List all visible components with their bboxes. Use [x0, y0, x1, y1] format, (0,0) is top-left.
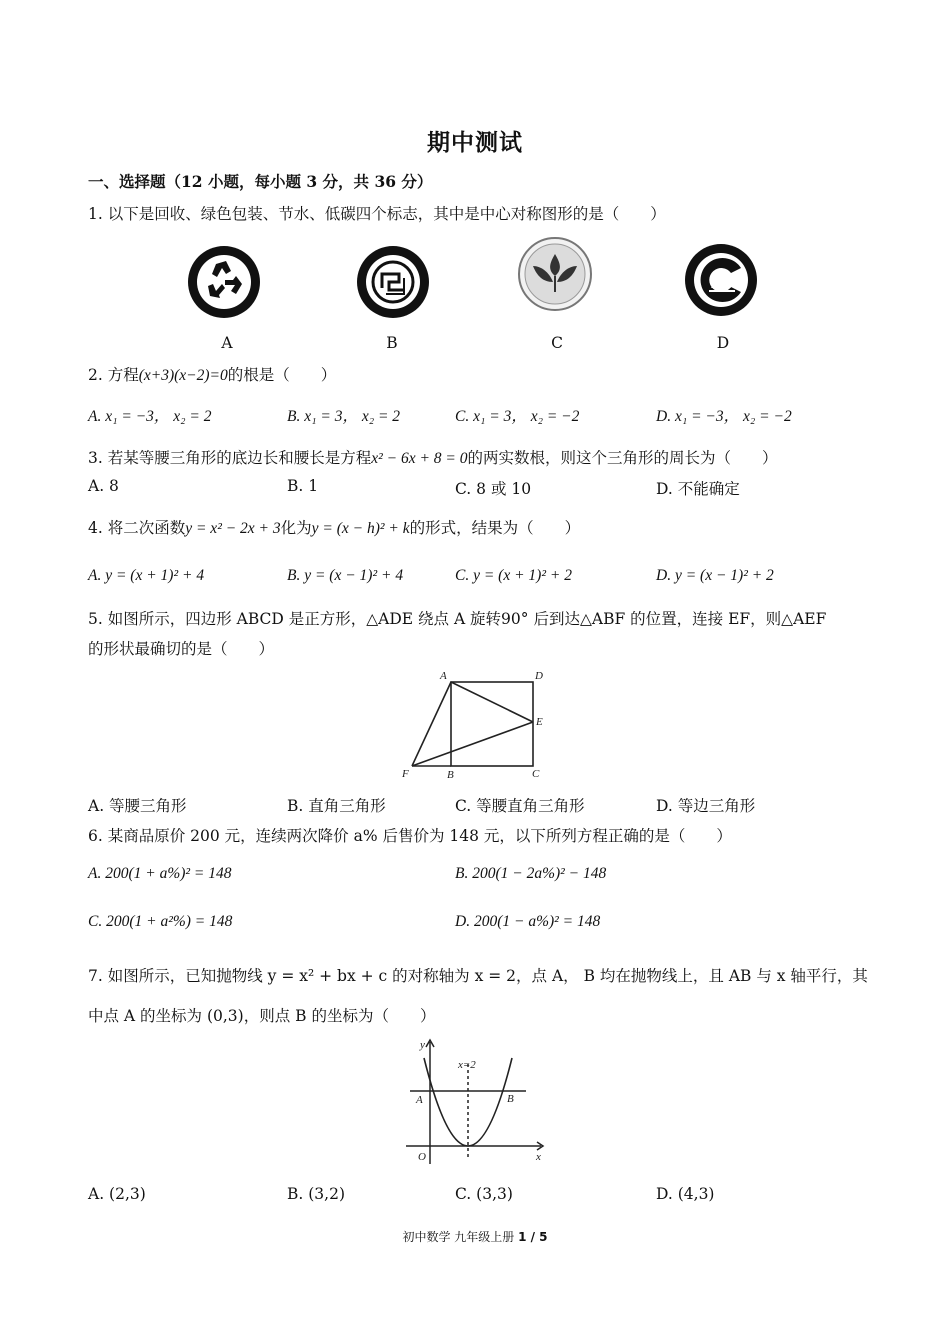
question-1-stem: 1. 以下是回收、绿色包装、节水、低碳四个标志，其中是中心对称图形的是（ ） — [88, 205, 666, 223]
question-3-equation: x² − 6x + 8 = 0 — [371, 450, 468, 467]
question-7-stem-line1: 7. 如图所示，已知抛物线 y = x² + bx + c 的对称轴为 x = 2，点 A， B 均在抛物线上，且 AB 与 x 轴平行，其 — [88, 967, 868, 985]
section-heading: 一、选择题（12 小题，每小题 3 分，共 36 分） — [88, 172, 433, 191]
question-4-stem — [88, 516, 580, 538]
question-3-option-c: C. 8 或 10 — [455, 480, 532, 498]
label-e: E — [536, 716, 543, 728]
question-3-option-a: A. 8 — [88, 477, 119, 495]
question-5-stem-line2: 的形状最确切的是（ ） — [88, 640, 275, 658]
question-4-option-a: A. y = (x + 1)² + 4 — [88, 567, 205, 584]
question-4-text-pre: 4. 将二次函数 — [88, 519, 186, 537]
recycle-logo-icon — [186, 244, 262, 320]
question-2-option-d: D. x₁ = −3， x₂ = −2 — [656, 408, 792, 425]
option-label-a: A — [221, 334, 233, 352]
page-number: 1 / 5 — [518, 1230, 548, 1244]
label-y: y — [420, 1039, 425, 1051]
green-package-logo-icon — [355, 244, 431, 320]
question-4-option-b: B. y = (x − 1)² + 4 — [287, 567, 404, 584]
question-2-text-pre: 2. 方程 — [88, 366, 139, 384]
question-6-option-a: A. 200(1 + a%)² = 148 — [88, 865, 232, 882]
label-a: A — [416, 1094, 423, 1106]
question-5-option-b: B. 直角三角形 — [287, 797, 386, 815]
question-4-option-c: C. y = (x + 1)² + 2 — [455, 567, 572, 584]
question-5-option-c: C. 等腰直角三角形 — [455, 797, 585, 815]
label-b: B — [507, 1093, 514, 1105]
question-6-option-b: B. 200(1 − 2a%)² − 148 — [455, 865, 607, 882]
question-3-text-post: 的两实数根，则这个三角形的周长为（ ） — [467, 449, 778, 467]
question-3-text-pre: 3. 若某等腰三角形的底边长和腰长是方程 — [88, 449, 372, 467]
question-2-text-post: 的根是（ ） — [227, 366, 337, 384]
question-7-stem-line2: 中点 A 的坐标为 (0,3)，则点 B 的坐标为（ ） — [88, 1007, 436, 1025]
page-footer — [0, 1228, 950, 1245]
label-c: C — [532, 768, 540, 780]
label-a: A — [440, 670, 447, 682]
question-2-equation: (x+3)(x−2)=0 — [138, 367, 228, 384]
question-3-option-d: D. 不能确定 — [656, 480, 740, 498]
label-d: D — [535, 670, 543, 682]
parabola-figure — [398, 1036, 550, 1170]
segment-ae — [451, 682, 533, 722]
question-2-option-a: A. x₁ = −3， x₂ = 2 — [88, 408, 212, 425]
option-label-d: D — [716, 334, 730, 352]
option-label-b: B — [386, 334, 398, 352]
water-saving-logo-icon — [517, 236, 593, 312]
question-2-option-b: B. x₁ = 3， x₂ = 2 — [287, 408, 401, 425]
question-2-stem — [88, 363, 336, 385]
page-title: 期中测试 — [427, 129, 523, 156]
question-4-text-post: 的形式，结果为（ ） — [409, 519, 581, 537]
label-f: F — [402, 768, 409, 780]
question-4-text-mid: 化为 — [280, 519, 312, 537]
question-7-option-b: B. (3,2) — [287, 1185, 345, 1203]
question-6-option-d: D. 200(1 − a%)² = 148 — [455, 913, 601, 930]
question-7-option-a: A. (2,3) — [88, 1185, 146, 1203]
question-5-option-a: A. 等腰三角形 — [88, 797, 187, 815]
label-o: O — [418, 1151, 426, 1163]
question-5-option-d: D. 等边三角形 — [656, 797, 756, 815]
footer-course: 初中数学 九年级上册 — [402, 1230, 519, 1244]
question-6-stem: 6. 某商品原价 200 元，连续两次降价 a% 后售价为 148 元，以下所列方程正确的是（ ） — [88, 827, 732, 845]
square-abcd — [451, 682, 533, 766]
option-label-c: C — [551, 334, 563, 352]
question-3-option-b: B. 1 — [287, 477, 319, 495]
question-5-stem-line1: 5. 如图所示，四边形 ABCD 是正方形，△ADE 绕点 A 旋转90° 后到达△ABF 的位置，连接 EF，则△AEF — [88, 610, 827, 628]
question-7-option-c: C. (3,3) — [455, 1185, 513, 1203]
question-2-option-c: C. x₁ = 3， x₂ = −2 — [455, 408, 580, 425]
label-b: B — [447, 769, 454, 781]
question-4-vertex-form: y = (x − h)² + k — [311, 520, 410, 537]
question-4-option-d: D. y = (x − 1)² + 2 — [656, 567, 774, 584]
square-rotation-figure — [398, 666, 558, 784]
question-4-function: y = x² − 2x + 3 — [185, 520, 281, 537]
label-x-equals-2: x=2 — [458, 1059, 476, 1071]
low-carbon-logo-icon — [683, 242, 759, 318]
question-7-option-d: D. (4,3) — [656, 1185, 715, 1203]
question-6-option-c: C. 200(1 + a²%) = 148 — [88, 913, 233, 930]
label-x: x — [536, 1151, 541, 1163]
question-3-stem — [88, 446, 778, 468]
